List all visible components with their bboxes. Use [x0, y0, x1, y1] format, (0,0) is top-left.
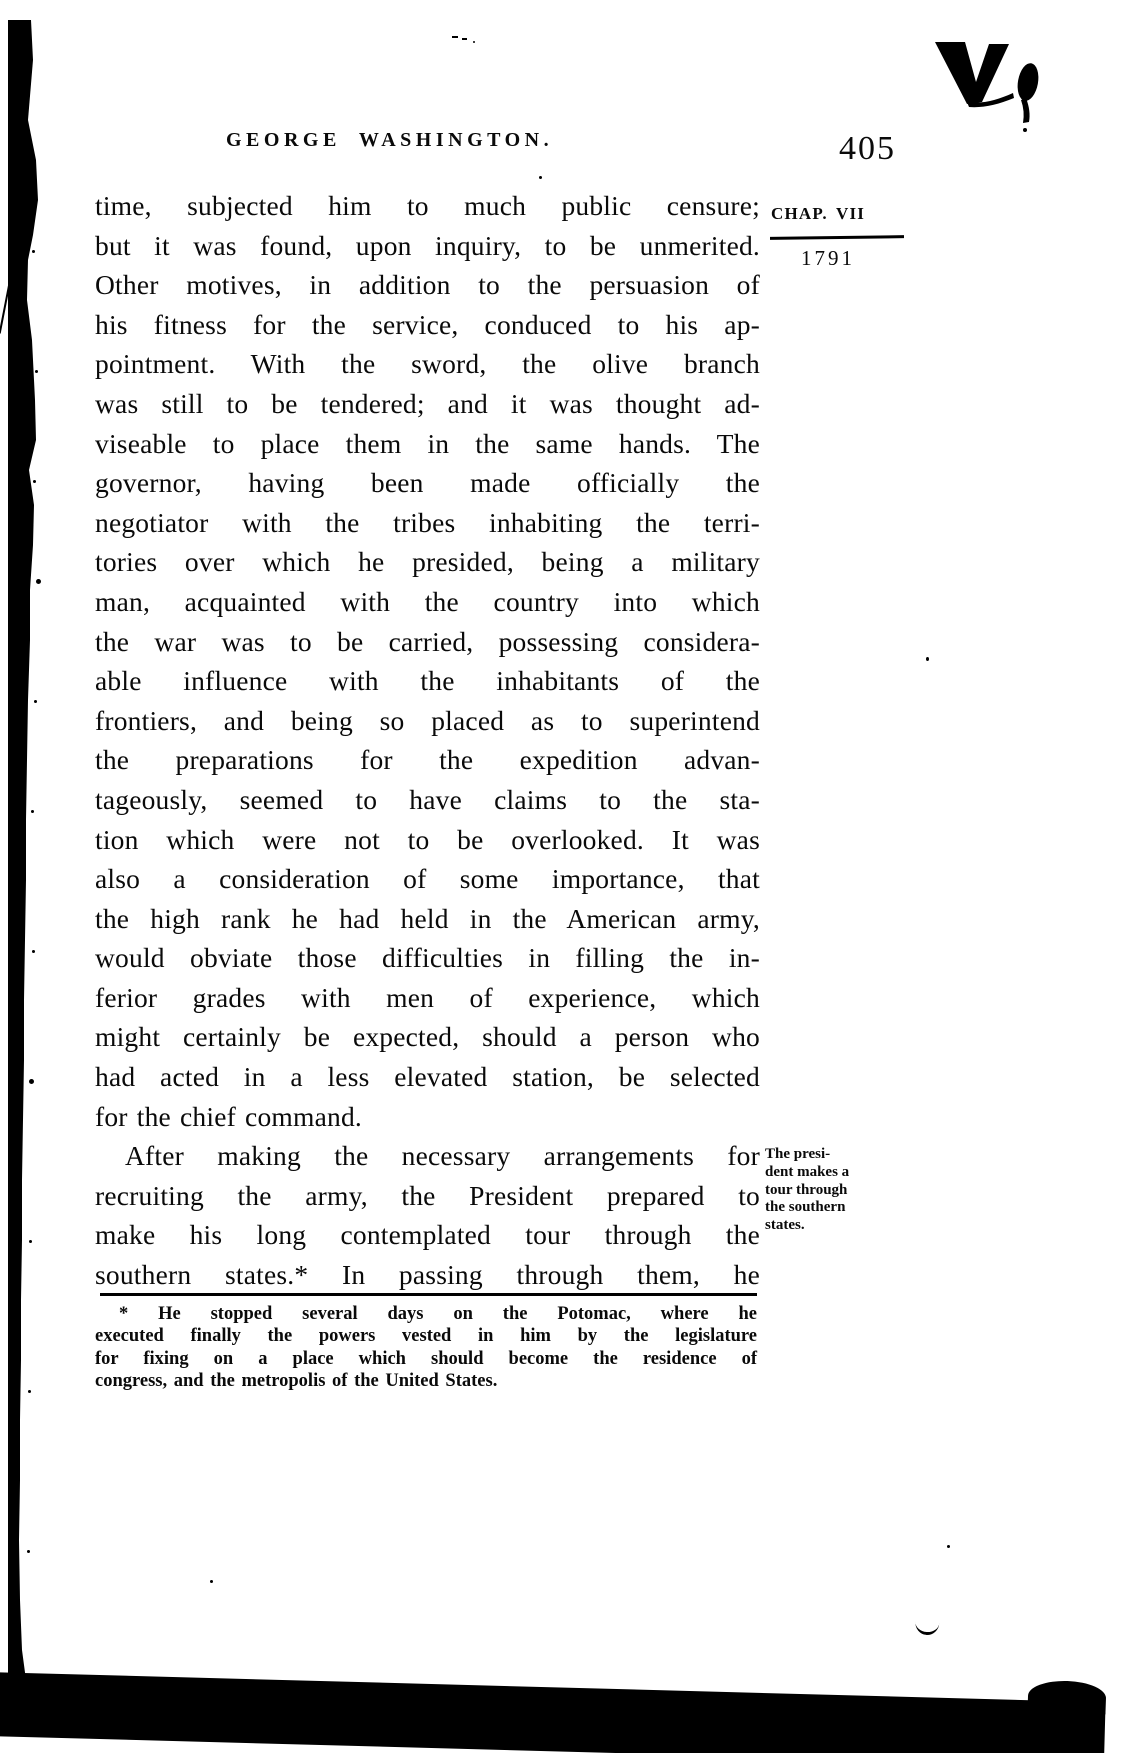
running-header: GEORGE WASHINGTON.: [226, 129, 554, 151]
text-line: ferior grades with men of experience, which: [95, 981, 760, 1013]
text-line: time, subjected him to much public censure;: [95, 190, 760, 221]
text-line: tion which were not to be overlooked. It was: [95, 823, 760, 855]
text-line: for the chief command.: [95, 1100, 362, 1132]
ink-speck: [926, 657, 929, 661]
chapter-rule: [770, 235, 904, 240]
ink-speck: [947, 1545, 950, 1548]
text-line: tories over which he presided, being a military: [95, 546, 760, 578]
pencil-tick-mark: [915, 1619, 940, 1636]
year-label: 1791: [801, 246, 855, 270]
text-line: would obviate those difficulties in filling the in-: [95, 942, 760, 974]
text-line: congress, and the metropolis of the United States.: [95, 1371, 498, 1392]
scan-bottom-edge: [0, 1672, 1106, 1753]
text-line: also a consideration of some importance, that: [95, 863, 760, 895]
text-line: was still to be tendered; and it was thought ad-: [95, 387, 760, 419]
text-line: dent makes a: [765, 1163, 850, 1180]
ink-speck: [539, 176, 542, 179]
ink-speck: [473, 41, 475, 43]
ink-speck: [452, 36, 458, 38]
text-line: make his long contemplated tour through the: [95, 1219, 760, 1251]
text-line: the war was to be carried, possessing considera-: [95, 625, 760, 657]
text-line: * He stopped several days on the Potomac, where he: [119, 1304, 757, 1324]
text-line: had acted in a less elevated station, be selected: [95, 1061, 760, 1093]
text-line: pointment. With the sword, the olive branch: [95, 348, 760, 380]
text-line: his fitness for the service, conduced to his ap-: [95, 308, 760, 340]
footnote-rule: [100, 1293, 757, 1296]
text-line: states.: [765, 1217, 805, 1234]
text-line: might certainly be expected, should a person who: [95, 1021, 760, 1053]
body-text-column: [95, 186, 760, 1295]
text-line: the high rank he had held in the American army,: [95, 902, 760, 934]
scan-bottom-edge-bump: [1027, 1680, 1106, 1715]
text-line: The presi-: [765, 1146, 831, 1162]
text-line: frontiers, and being so placed as to superintend: [95, 704, 760, 736]
ink-speck: [462, 38, 467, 40]
text-line: recruiting the army, the President prepared to: [95, 1179, 760, 1211]
margin-note: [765, 1146, 889, 1235]
text-line: tageously, seemed to have claims to the sta-: [95, 783, 760, 815]
handwritten-check-mark-icon: [925, 36, 1055, 136]
text-line: tour through: [765, 1181, 848, 1198]
text-line: viseable to place them in the same hands. The: [95, 427, 760, 459]
ink-speck-cluster: [32, 250, 35, 253]
text-line: governor, having been made officially the: [95, 467, 760, 499]
text-line: After making the necessary arrangements for: [125, 1140, 760, 1172]
text-line: man, acquainted with the country into which: [95, 585, 760, 617]
text-line: able influence with the inhabitants of the: [95, 665, 760, 697]
chapter-label: CHAP. VII: [771, 204, 866, 223]
text-line: Other motives, in addition to the persuasion of: [95, 269, 760, 301]
text-line: negotiator with the tribes inhabiting the terri-: [95, 506, 760, 538]
text-line: southern states.* In passing through them, he: [95, 1259, 760, 1291]
text-line: for fixing on a place which should become the residence of: [95, 1348, 757, 1369]
scan-binding-edge: [0, 0, 46, 1753]
page-number: 405: [839, 130, 896, 167]
ink-speck: [210, 1580, 213, 1583]
text-line: executed finally the powers vested in him by the legislature: [95, 1326, 757, 1347]
text-line: the preparations for the expedition advan-: [95, 744, 760, 776]
text-line: the southern: [765, 1199, 846, 1216]
footnote-text: [95, 1303, 757, 1393]
text-line: but it was found, upon inquiry, to be unmerited.: [95, 229, 760, 261]
